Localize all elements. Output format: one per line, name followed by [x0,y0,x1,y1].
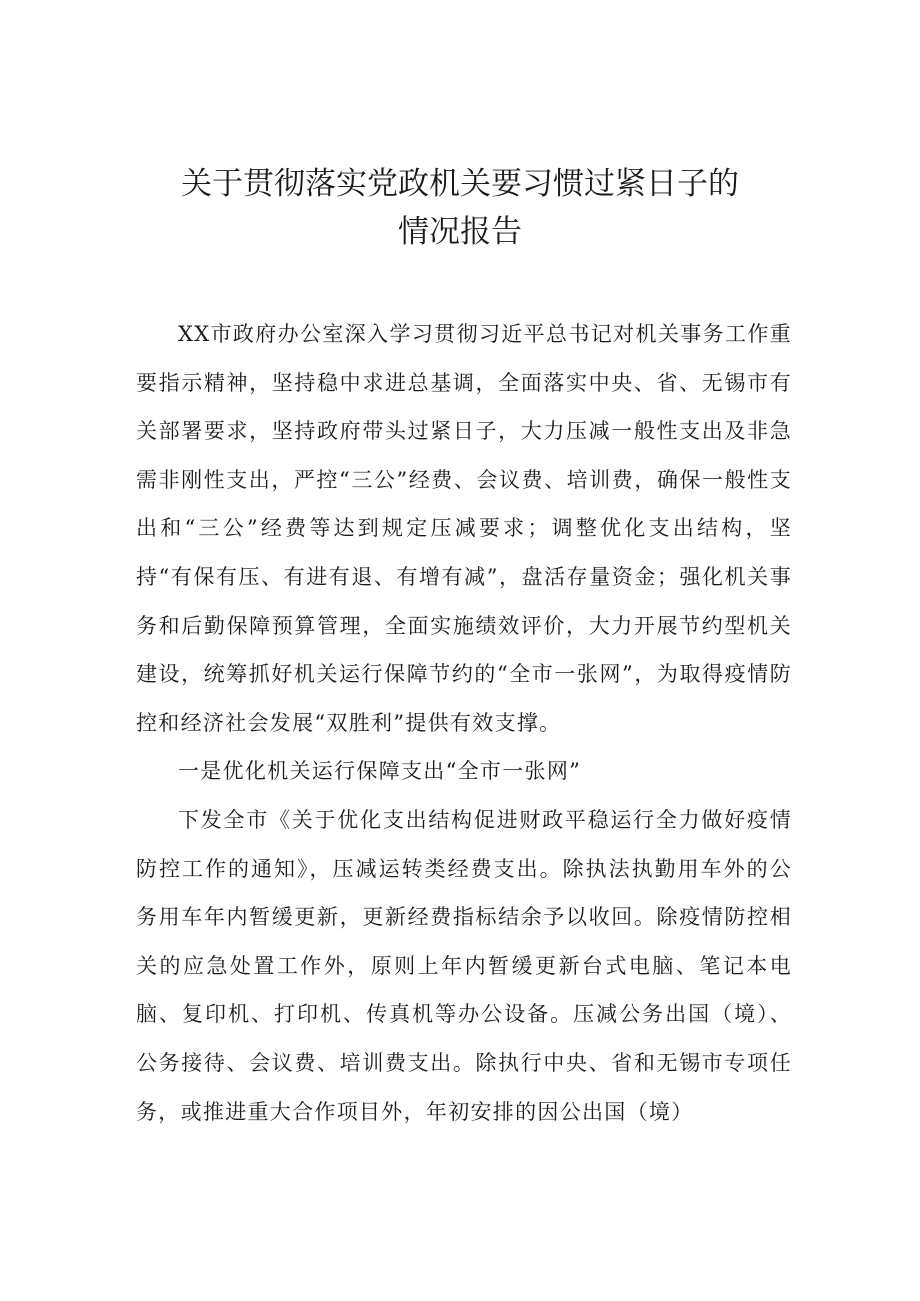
section-heading-1: 一是优化机关运行保障支出“全市一张网” [178,759,582,784]
title-line-2: 情况报告 [398,214,522,250]
page-title [100,160,820,256]
paragraph-section-1: 下发全市《关于优化支出结构促进财政平稳运行全力做好疫情防控工作的通知》，压减运转类经费支出。除执法执勤用车外的公务用车年内暂缓更新，更新经费指标结余予以收回。除疫情防控相关的应急处置工作外，原则上年内暂缓更新台式电脑、笔记本电脑、复印机、打印机、传真机等办公设备。压减公务出国（境）、公务接待、会议费、培训费支出。除执行中央、省和无锡市专项任务，或推进重大合作项目外，年初安排的因公出国（境） [136,807,792,1124]
paragraph-intro: XX市政府办公室深入学习贯彻习近平总书记对机关事务工作重要指示精神，坚持稳中求进总基调，全面落实中央、省、无锡市有关部署要求，坚持政府带头过紧日子，大力压减一般性支出及非急需非刚性支出，严控“三公”经费、会议费、培训费，确保一般性支出和“三公”经费等达到规定压减要求；调整优化支出结构，坚持“有保有压、有进有退、有增有减”，盘活存量资金；强化机关事务和后勤保障预算管理，全面实施绩效评价，大力开展节约型机关建设，统筹抓好机关运行保障节约的“全市一张网”，为取得疫情防控和经济社会发展“双胜利”提供有效支撑。 [136,322,792,735]
title-line-1: 关于贯彻落实党政机关要习惯过紧日子的 [181,166,739,202]
document-body [136,310,792,1136]
